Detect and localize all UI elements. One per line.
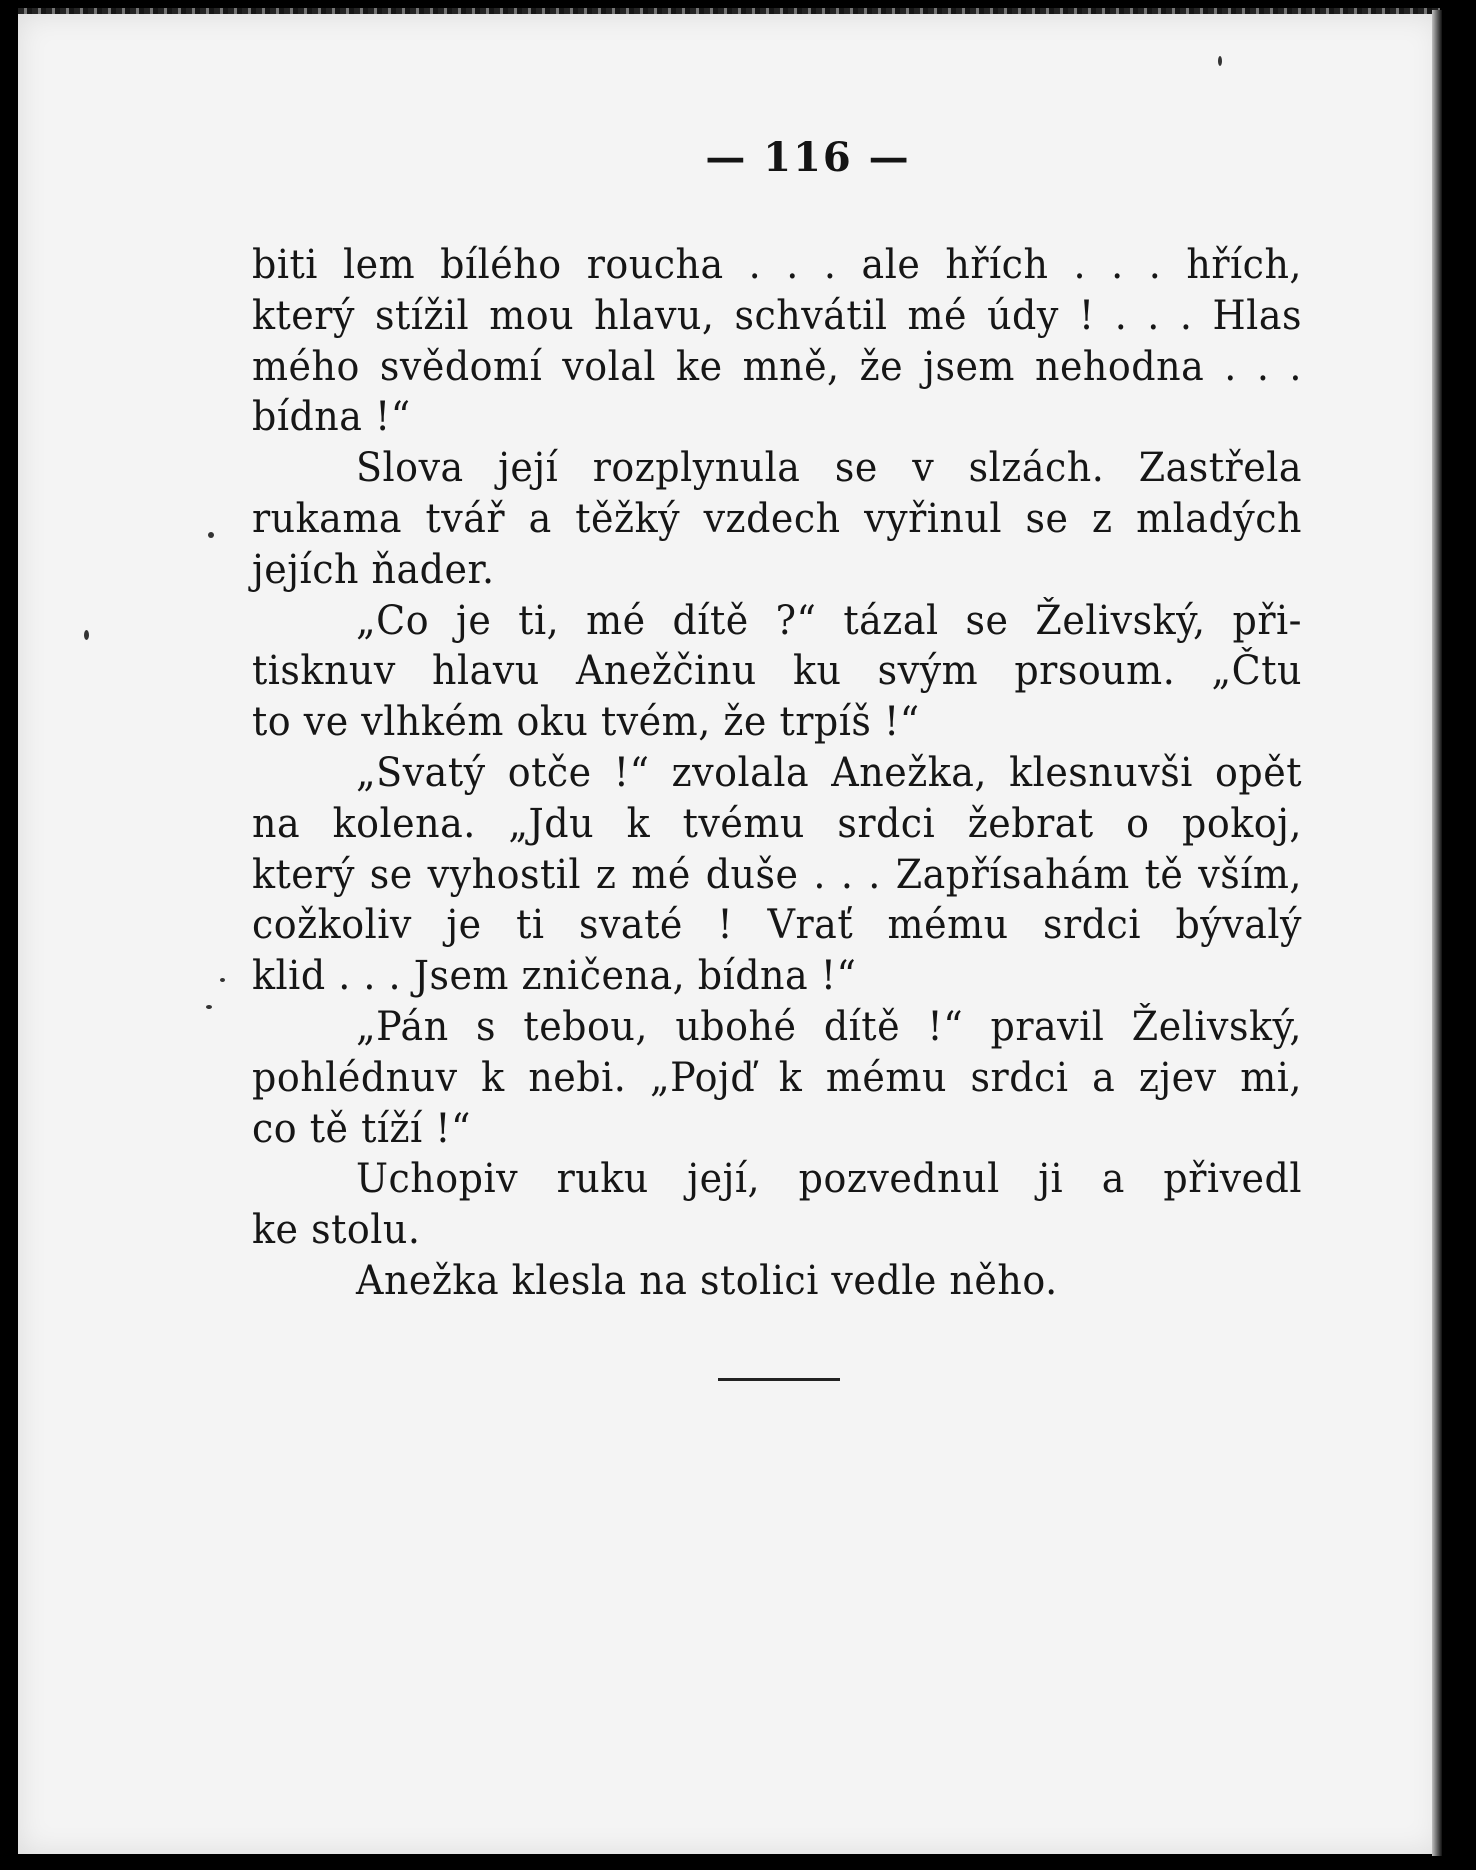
text-line: „Pán s tebou, ubohé dítě !“ pravil Želivský, [356,1003,1302,1050]
end-rule [718,1378,840,1381]
text-line: pohlédnuv k nebi. „Pojď k mému srdci a zjev mi, [252,1053,1302,1101]
text-line: který stížil mou hlavu, schvátil mé údy ! . . . Hlas [252,291,1302,339]
page-right-edge [1432,10,1442,1856]
ink-speck [208,532,214,538]
text-line: jejích ňader. [252,545,495,593]
text-line: biti lem bílého roucha . . . ale hřích . . . hřích, [252,241,1302,288]
text-line: co tě tíží !“ [252,1104,471,1151]
text-line: Uchopiv ruku její, pozvednul ji a přivedl [356,1155,1302,1202]
page-number: — 116 — [705,134,911,181]
text-line: cožkoliv je ti svaté ! Vrať mému srdci bývalý [252,901,1302,948]
text-line: bídna !“ [252,393,411,440]
text-line: tisknuv hlavu Anežčinu ku svým prsoum. „Čtu [252,647,1302,694]
text-line: Anežka klesla na stolici vedle něho. [356,1257,1058,1304]
text-line: Slova její rozplynula se v slzách. Zastřela [356,444,1302,491]
text-line: „Co je ti, mé dítě ?“ tázal se Želivský, při- [356,596,1302,643]
text-line: ke stolu. [252,1206,421,1253]
text-line: klid . . . Jsem zničena, bídna !“ [252,952,857,999]
ink-speck [1218,56,1222,66]
text-line: rukama tvář a těžký vzdech vyřinul se z mladých [252,495,1302,542]
text-line: mého svědomí volal ke mně, že jsem nehodna . . . [252,342,1302,389]
text-line: který se vyhostil z mé duše . . . Zapřísahám tě vším, [252,850,1302,897]
ink-speck [84,630,89,640]
ink-speck [220,978,225,982]
text-line: na kolena. „Jdu k tvému srdci žebrat o pokoj, [252,799,1302,847]
ink-speck [206,1005,212,1009]
text-line: „Svatý otče !“ zvolala Anežka, klesnuvši opět [356,749,1302,796]
text-line: to ve vlhkém oku tvém, že trpíš !“ [252,698,920,745]
